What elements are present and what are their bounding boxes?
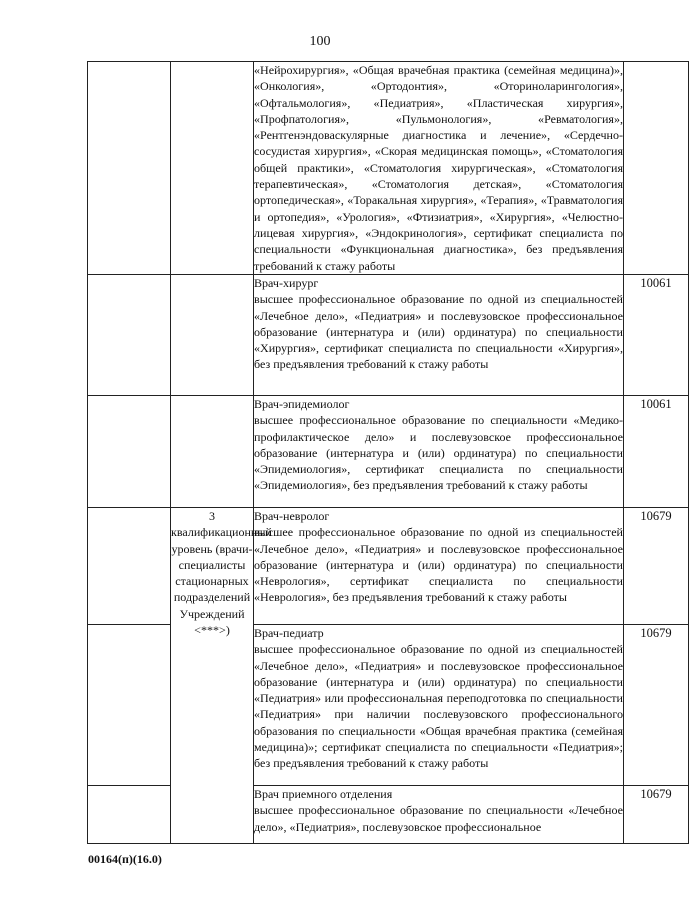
position-title: Врач-хирург bbox=[254, 276, 319, 290]
salary-code: 10061 bbox=[624, 275, 689, 396]
position-requirements: высшее профессиональное образование по одной из специальностей «Лечебное дело», «Педиатрия» и послевузовское профессиональное образование (интернатура и (или) ординатура) по специальности «Хирургия», сертификат специалиста по специальности «Хирургия», без предъявления требований к стажу работы bbox=[254, 292, 623, 372]
table-cell-empty bbox=[88, 396, 171, 508]
salary-code: 10679 bbox=[624, 508, 689, 625]
position-requirements: высшее профессиональное образование по одной из специальностей «Лечебное дело», «Педиатрия» и послевузовское профессиональное образование (интернатура и (или) ординатура) по специальности «Педиатрия» или профессиональная переподготовка по специальности «Педиатрия» при наличии послевузовского профессионального образования по специальности «Общая врачебная практика (семейная медицина)»; сертификат специалиста по специальности «Педиатрия»; без предъявления требований к стажу работы bbox=[254, 642, 623, 771]
qualification-table bbox=[87, 61, 689, 844]
position-title: Врач-эпидемиолог bbox=[254, 397, 350, 411]
position-description-cell bbox=[254, 396, 624, 508]
salary-code: 10061 bbox=[624, 396, 689, 508]
position-description-cell bbox=[254, 62, 624, 275]
salary-code bbox=[624, 62, 689, 275]
table-cell-empty bbox=[171, 62, 254, 275]
page-number: 100 bbox=[309, 34, 331, 49]
position-title: Врач-невролог bbox=[254, 509, 330, 523]
position-requirements: «Нейрохирургия», «Общая врачебная практика (семейная медицина)», «Онкология», «Ортодонтия», «Оториноларингология», «Офтальмология», «Педиатрия», «Пластическая хирургия», «Профпатология», «Пульмонология», «Ревматология», «Рентгенэндоваскулярные диагностика и лечение», «Сердечно-сосудистая хирургия», «Скорая медицинская помощь», «Стоматология общей практики», «Стоматология хирургическая», «Стоматология терапевтическая», «Стоматология детская», «Стоматология ортопедическая», «Торакальная хирургия», «Терапия», «Травматология и ортопедия», «Урология», «Фтизиатрия», «Хирургия», «Челюстно-лицевая хирургия», «Эндокринология», сертификат специалиста по специальности «Функциональная диагностика», без предъявления требований к стажу работы bbox=[254, 63, 623, 273]
table-cell-empty bbox=[88, 275, 171, 396]
qualification-level-cell: 3 квалификационный уровень (врачи-специалисты стационарных подразделений Учреждений <***>) bbox=[171, 508, 254, 844]
table-row bbox=[88, 508, 689, 625]
position-requirements: высшее профессиональное образование по одной из специальностей «Лечебное дело», «Педиатрия» и послевузовское профессиональное образование (интернатура и (или) ординатура) по специальности «Неврология», сертификат специалиста по специальности «Неврология», без предъявления требований к стажу работы bbox=[254, 525, 623, 605]
table-cell-empty bbox=[88, 62, 171, 275]
position-title: Врач приемного отделения bbox=[254, 787, 393, 801]
position-description-cell bbox=[254, 786, 624, 844]
table-cell-empty bbox=[171, 396, 254, 508]
position-description-cell bbox=[254, 508, 624, 625]
document-footer-code: 00164(п)(16.0) bbox=[88, 852, 162, 866]
position-requirements: высшее профессиональное образование по специальности «Медико-профилактическое дело» и послевузовское профессиональное образование (интернатура и (или) ординатура) по специальности «Эпидемиология», сертификат специалиста по специальности «Эпидемиология», без предъявления требований к стажу работы bbox=[254, 413, 623, 493]
salary-code: 10679 bbox=[624, 786, 689, 844]
position-description-cell bbox=[254, 625, 624, 786]
table-cell-empty bbox=[88, 508, 171, 625]
table-cell-empty bbox=[88, 786, 171, 844]
table-cell-empty bbox=[171, 275, 254, 396]
position-title: Врач-педиатр bbox=[254, 626, 324, 640]
position-description-cell bbox=[254, 275, 624, 396]
table-cell-empty bbox=[88, 625, 171, 786]
table-row bbox=[88, 396, 689, 508]
salary-code: 10679 bbox=[624, 625, 689, 786]
table-row bbox=[88, 275, 689, 396]
table-row bbox=[88, 62, 689, 275]
position-requirements: высшее профессиональное образование по специальности «Лечебное дело», «Педиатрия», послевузовское профессиональное bbox=[254, 803, 623, 834]
